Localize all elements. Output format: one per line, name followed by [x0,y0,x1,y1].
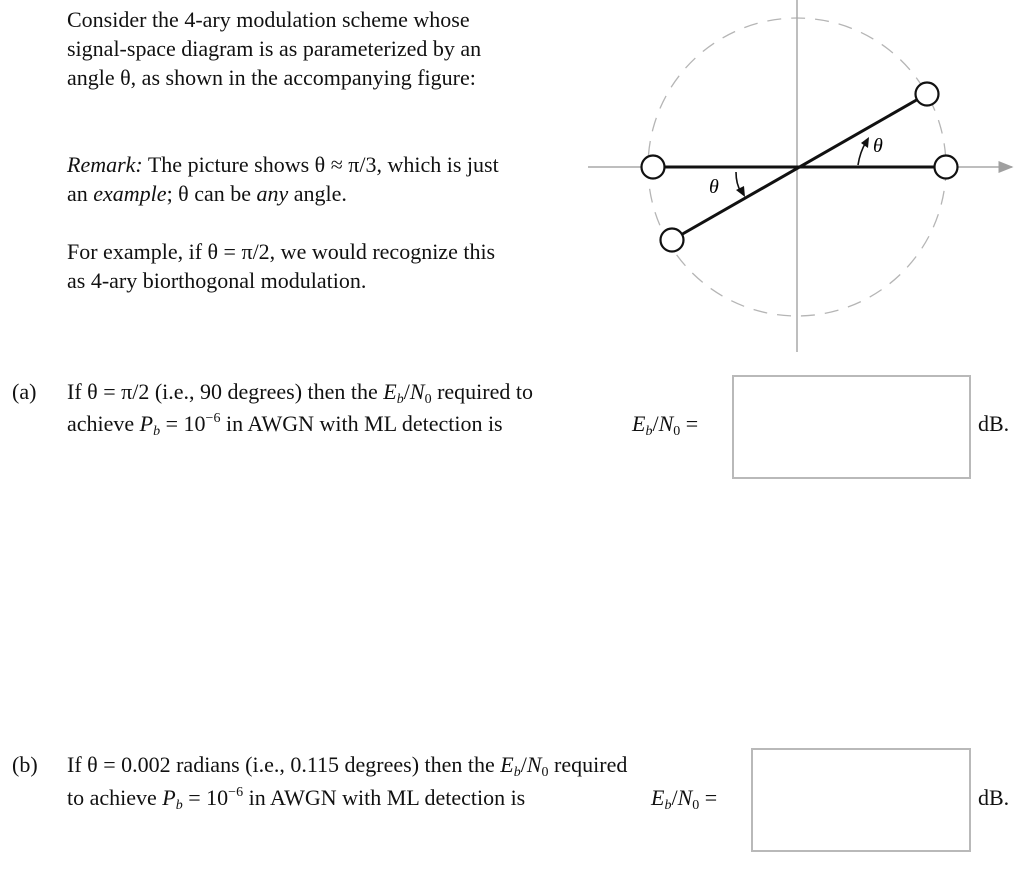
signal-point-lower [661,229,684,252]
theta-label-upper: θ [873,135,883,157]
part-a-label: (a) [12,379,37,404]
example-line-2: as 4-ary biorthogonal modulation. [67,268,367,293]
signal-space-diagram [0,0,1024,360]
intro-line-3: angle θ, as shown in the accompanying figure: [67,65,476,90]
intro-line-1: Consider the 4-ary modulation scheme whose [67,7,470,32]
intro-line-2: signal-space diagram is as parameterized by an [67,36,482,61]
example-line-1: For example, if θ = π/2, we would recognize this [67,239,496,264]
signal-point-right [935,156,958,179]
signal-point-left [642,156,665,179]
part-a-unit: dB. [978,411,1010,436]
remark-line-2: an example; θ can be any angle. [67,181,347,206]
signal-point-upper [916,83,939,106]
part-b-line-1: If θ = 0.002 radians (i.e., 0.115 degrees) then the $E_b/N_0$ required [67,752,628,780]
arrowhead-upper [861,137,869,148]
emphasis-any: any [256,181,289,206]
remark-line-1-rest: The picture shows θ ≈ π/3, which is just [147,152,499,177]
remark-label: Remark: [67,152,143,177]
theta-label-lower: θ [709,176,719,198]
part-b-unit: dB. [978,785,1010,810]
part-a-line-1: If θ = π/2 (i.e., 90 degrees) then the $E_b/N_0$ required to [67,379,533,407]
part-b-ebno-label: $E_b/N_0$ = [651,785,718,813]
part-b-label: (b) [12,752,38,777]
part-a-ebno-label: $E_b/N_0$ = [632,411,699,439]
part-b-line-2: to achieve $P_b = 10^{-6}$ in AWGN with ML detection is [67,785,526,813]
part-a-line-2: achieve $P_b = 10^{-6}$ in AWGN with ML detection is [67,411,503,439]
part-b-answer-input[interactable] [751,748,971,852]
emphasis-example: example [93,181,167,206]
arrowhead-lower [736,186,745,197]
part-a-answer-input[interactable] [732,375,971,479]
